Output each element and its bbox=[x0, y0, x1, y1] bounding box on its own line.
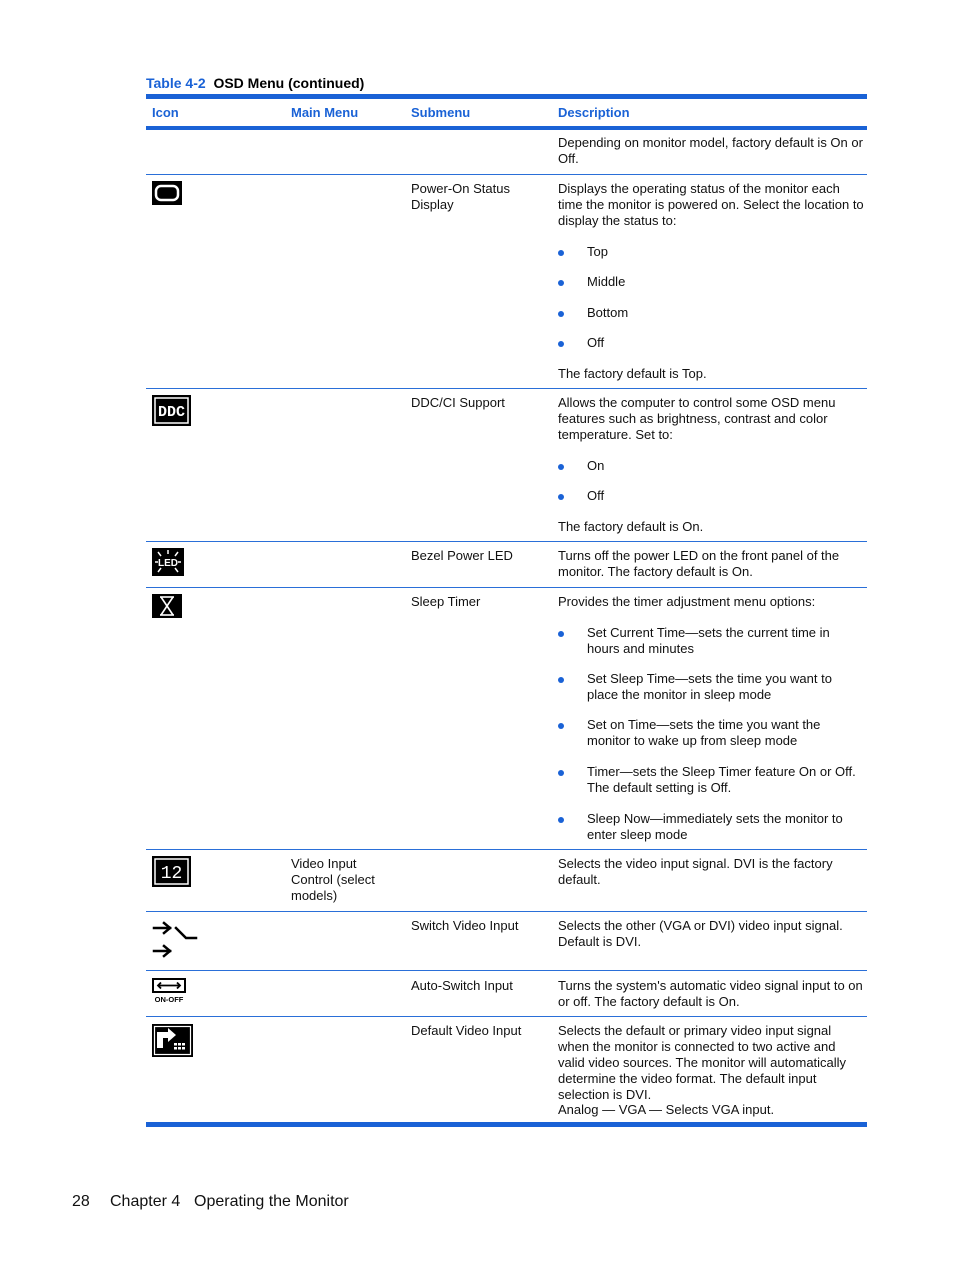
row-divider bbox=[146, 1016, 867, 1017]
row-divider bbox=[146, 587, 867, 588]
svg-text:DDC: DDC bbox=[157, 404, 186, 421]
row0-description: Depending on monitor model, factory default is On or Off. bbox=[558, 135, 863, 166]
list-item: Off bbox=[558, 488, 864, 504]
row7-submenu: Auto-Switch Input bbox=[411, 978, 513, 993]
switch-arrows-icon bbox=[152, 918, 200, 965]
bullet-icon bbox=[558, 631, 564, 637]
list-item: Sleep Now—immediately sets the monitor to enter sleep mode bbox=[558, 811, 864, 843]
footer-chapter: Chapter 4 bbox=[110, 1193, 181, 1210]
list-item: Top bbox=[558, 244, 864, 260]
row7-description: Turns the system's automatic video signal input to on or off. The factory default is On. bbox=[558, 978, 863, 1009]
row1-note: The factory default is Top. bbox=[558, 366, 707, 381]
row2-note: The factory default is On. bbox=[558, 519, 704, 534]
hourglass-icon bbox=[152, 594, 182, 623]
list-item: Set on Time—sets the time you want the monitor to wake up from sleep mode bbox=[558, 717, 864, 749]
bullet-icon bbox=[558, 494, 564, 500]
bullet-icon bbox=[558, 677, 564, 683]
list-item: Off bbox=[558, 335, 864, 351]
row8-note: Analog — VGA — Selects VGA input. bbox=[558, 1102, 775, 1117]
row1-description: Displays the operating status of the monitor each time the monitor is powered on. Select the location to display the status to: bbox=[558, 181, 864, 228]
row-divider bbox=[146, 174, 867, 175]
table-caption-label: Table 4-2 bbox=[146, 75, 206, 91]
row8-submenu: Default Video Input bbox=[411, 1023, 522, 1038]
svg-text:LED: LED bbox=[158, 558, 178, 569]
table-top-rule bbox=[146, 94, 867, 99]
row2-description: Allows the computer to control some OSD menu features such as brightness, contrast and color temperature. Set to: bbox=[558, 395, 836, 442]
row-divider bbox=[146, 970, 867, 971]
header-submenu: Submenu bbox=[411, 105, 471, 120]
bullet-icon bbox=[558, 250, 564, 256]
list-item: Timer—sets the Sleep Timer feature On or Off. The default setting is Off. bbox=[558, 764, 864, 796]
bullet-icon bbox=[558, 817, 564, 823]
list-item: Set Sleep Time—sets the time you want to place the monitor in sleep mode bbox=[558, 671, 864, 703]
header-icon: Icon bbox=[152, 105, 179, 120]
bullet-icon bbox=[558, 280, 564, 286]
ddc-icon bbox=[152, 395, 191, 431]
row5-main-menu: Video Input Control (select models) bbox=[291, 856, 375, 903]
row3-submenu: Bezel Power LED bbox=[411, 548, 513, 563]
row-divider bbox=[146, 849, 867, 850]
svg-text:12: 12 bbox=[160, 864, 183, 884]
row6-description: Selects the other (VGA or DVI) video input signal. Default is DVI. bbox=[558, 918, 843, 949]
header-main-menu: Main Menu bbox=[291, 105, 359, 120]
table-caption-title: OSD Menu (continued) bbox=[213, 75, 365, 91]
list-item: On bbox=[558, 458, 864, 474]
row6-submenu: Switch Video Input bbox=[411, 918, 519, 933]
bullet-icon bbox=[558, 311, 564, 317]
footer-chapter-title: Operating the Monitor bbox=[194, 1193, 349, 1210]
svg-text:ON-OFF: ON-OFF bbox=[154, 995, 184, 1004]
table-bottom-rule bbox=[146, 1122, 867, 1127]
bullet-icon bbox=[558, 464, 564, 470]
row4-submenu: Sleep Timer bbox=[411, 594, 481, 609]
bullet-icon bbox=[558, 770, 564, 776]
bullet-icon bbox=[558, 723, 564, 729]
row-divider bbox=[146, 388, 867, 389]
list-item: Set Current Time—sets the current time in hours and minutes bbox=[558, 625, 864, 657]
auto-switch-icon bbox=[152, 978, 186, 1009]
list-item: Middle bbox=[558, 274, 864, 290]
header-bottom-rule bbox=[146, 126, 867, 130]
row4-description: Provides the timer adjustment menu options: bbox=[558, 594, 816, 609]
table-caption bbox=[146, 75, 364, 91]
row5-description: Selects the video input signal. DVI is the factory default. bbox=[558, 856, 833, 887]
row1-submenu: Power-On Status Display bbox=[411, 181, 510, 212]
row3-description: Turns off the power LED on the front panel of the monitor. The factory default is On. bbox=[558, 548, 840, 579]
video-input-icon bbox=[152, 856, 191, 892]
power-on-status-icon bbox=[152, 181, 182, 210]
default-input-icon bbox=[152, 1024, 193, 1062]
led-icon bbox=[152, 548, 184, 581]
bullet-icon bbox=[558, 341, 564, 347]
list-item: Bottom bbox=[558, 305, 864, 321]
row-divider bbox=[146, 911, 867, 912]
row-divider bbox=[146, 541, 867, 542]
row8-description: Selects the default or primary video input signal when the monitor is connected to two active and valid video sources. The monitor will automatically determine the video format. The default input selection is DVI. bbox=[558, 1023, 847, 1102]
row2-submenu: DDC/CI Support bbox=[411, 395, 505, 410]
page-number: 28 bbox=[72, 1193, 90, 1210]
header-description: Description bbox=[558, 105, 630, 120]
